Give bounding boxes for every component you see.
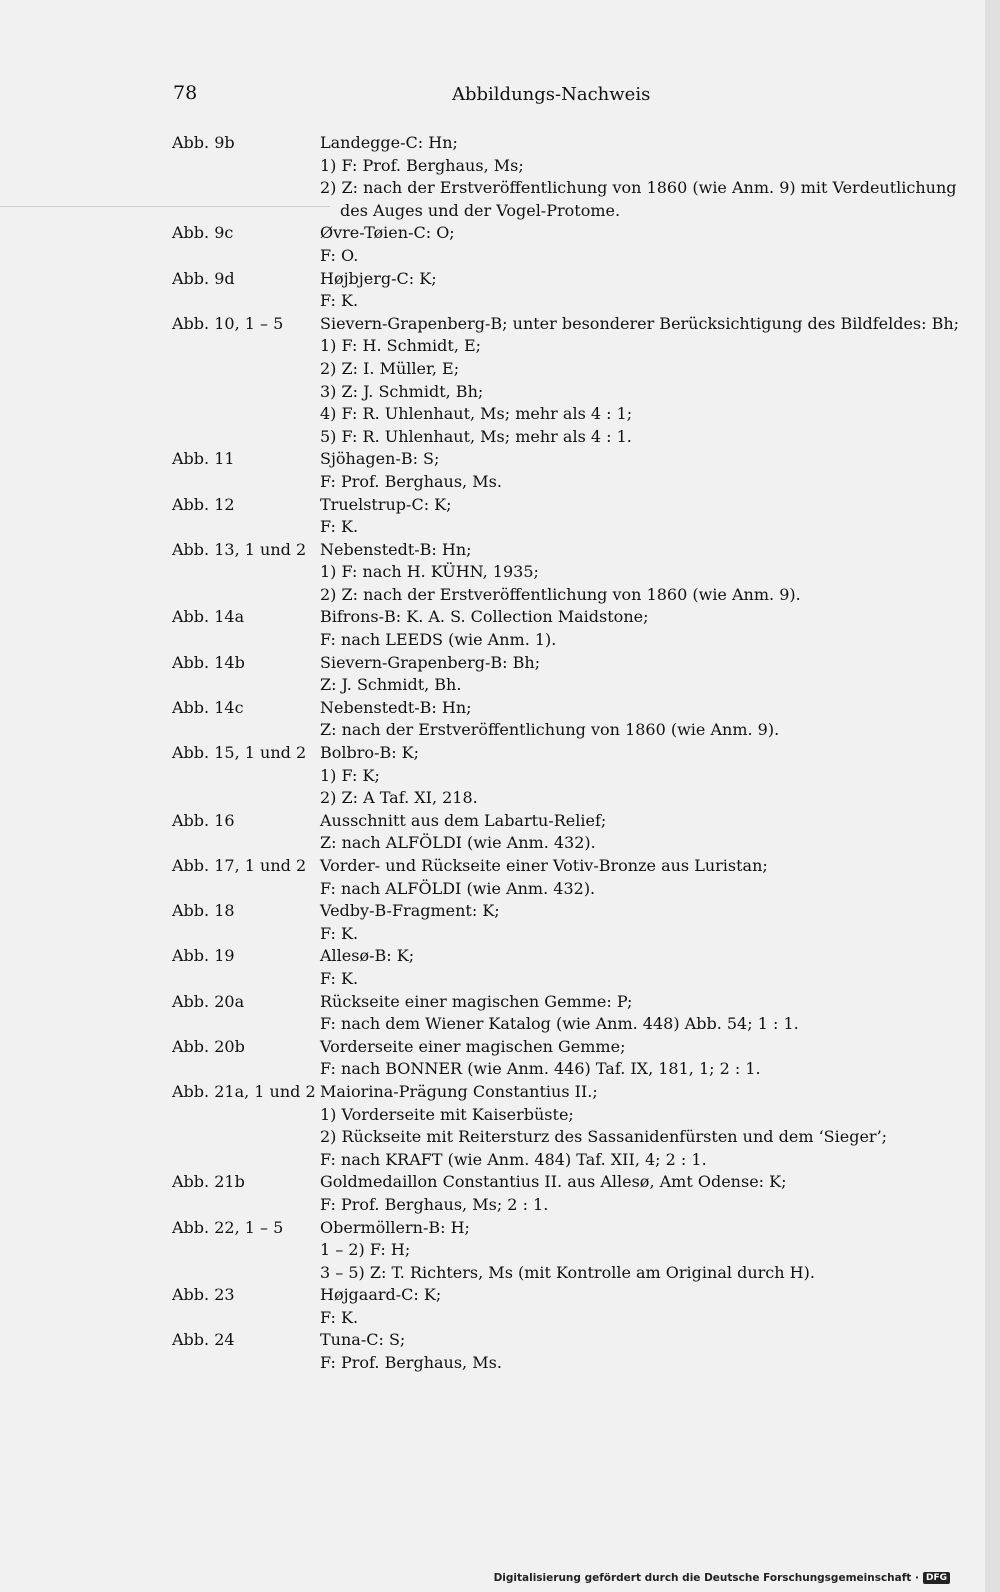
description-line: F: O. xyxy=(320,245,359,265)
description-line: Sievern-Grapenberg-B; unter besonderer Berücksichtigung des Bildfeldes: Bh; xyxy=(320,313,960,333)
figure-ref: Abb. 9d xyxy=(172,268,235,288)
description-line: Allesø-B: K; xyxy=(320,946,415,966)
description-line: Højbjerg-C: K; xyxy=(320,268,437,288)
description-line: 2) Z: I. Müller, E; xyxy=(320,358,460,378)
figure-ref: Abb. 15, 1 und 2 xyxy=(172,743,307,763)
figure-entry xyxy=(172,1036,917,1081)
figure-ref: Abb. 23 xyxy=(172,1285,235,1305)
description-line: Sievern-Grapenberg-B: Bh; xyxy=(320,652,541,672)
figure-description xyxy=(320,1171,917,1216)
description-line: F: nach KRAFT (wie Anm. 484) Taf. XII, 4; 2 : 1. xyxy=(320,1149,707,1169)
description-line: F: K. xyxy=(320,1307,359,1327)
figure-entry xyxy=(172,742,917,810)
figure-entry xyxy=(172,1329,917,1374)
description-line: Nebenstedt-B: Hn; xyxy=(320,697,472,717)
description-line: Bolbro-B: K; xyxy=(320,743,420,763)
running-head: Abbildungs-Nachweis xyxy=(452,84,651,105)
description-line: Vorderseite einer magischen Gemme; xyxy=(320,1036,626,1056)
figure-description xyxy=(320,900,917,945)
figure-entry xyxy=(172,606,917,651)
description-line: Tuna-C: S; xyxy=(320,1330,406,1350)
figure-description xyxy=(320,1329,917,1374)
figure-description xyxy=(320,697,917,742)
figure-description xyxy=(320,268,917,313)
figure-entry xyxy=(172,652,917,697)
description-line: F: Prof. Berghaus, Ms; 2 : 1. xyxy=(320,1194,549,1214)
figure-description xyxy=(320,132,957,222)
description-line: Vedby-B-Fragment: K; xyxy=(320,901,500,921)
description-line: des Auges und der Vogel-Protome. xyxy=(340,200,621,220)
figure-entry xyxy=(172,697,917,742)
page-edge xyxy=(985,0,1000,1592)
figure-entry xyxy=(172,222,917,267)
description-line: Obermöllern-B: H; xyxy=(320,1217,470,1237)
figure-ref: Abb. 11 xyxy=(172,449,235,469)
description-line: 2) Rückseite mit Reitersturz des Sassanidenfürsten und dem ‘Sieger’; xyxy=(320,1127,888,1147)
description-line: 1 – 2) F: H; xyxy=(320,1240,411,1260)
figure-ref: Abb. 10, 1 – 5 xyxy=(172,313,284,333)
figure-ref: Abb. 14b xyxy=(172,652,245,672)
figure-entry xyxy=(172,1217,917,1285)
figure-entry xyxy=(172,900,917,945)
figure-description xyxy=(320,855,917,900)
figure-ref: Abb. 19 xyxy=(172,946,235,966)
figure-ref: Abb. 14a xyxy=(172,607,245,627)
description-line: Vorder- und Rückseite einer Votiv-Bronze aus Luristan; xyxy=(320,856,768,875)
description-line: F: nach ALFÖLDI (wie Anm. 432). xyxy=(320,878,596,898)
description-line: Truelstrup-C: K; xyxy=(320,494,452,514)
figure-description xyxy=(320,652,917,697)
figure-ref: Abb. 22, 1 – 5 xyxy=(172,1217,284,1237)
description-line: Sjöhagen-B: S; xyxy=(320,449,440,469)
figure-description xyxy=(320,1217,917,1285)
figure-ref: Abb. 9c xyxy=(172,223,234,243)
figure-ref: Abb. 21b xyxy=(172,1172,245,1192)
description-line: 1) F: nach H. KÜHN, 1935; xyxy=(320,562,539,582)
description-line: F: nach BONNER (wie Anm. 446) Taf. IX, 181, 1; 2 : 1. xyxy=(320,1059,761,1079)
description-line: Landegge-C: Hn; xyxy=(320,133,458,152)
description-line: Ausschnitt aus dem Labartu-Relief; xyxy=(320,810,607,830)
figure-entry xyxy=(172,268,917,313)
figure-description xyxy=(320,810,917,855)
description-line: F: nach LEEDS (wie Anm. 1). xyxy=(320,630,557,650)
figure-description xyxy=(320,606,917,651)
figure-description xyxy=(320,222,917,267)
figure-ref: Abb. 20a xyxy=(172,991,245,1011)
description-line: F: nach dem Wiener Katalog (wie Anm. 448) Abb. 54; 1 : 1. xyxy=(320,1014,799,1034)
description-line: F: K. xyxy=(320,923,359,943)
description-line: 2) Z: A Taf. XI, 218. xyxy=(320,788,478,808)
description-line: 3 – 5) Z: T. Richters, Ms (mit Kontrolle am Original durch H). xyxy=(320,1262,815,1282)
description-line: 1) F: K; xyxy=(320,765,380,785)
description-line: 1) F: H. Schmidt, E; xyxy=(320,336,482,356)
description-line: Øvre-Tøien-C: O; xyxy=(320,223,455,243)
figure-ref: Abb. 17, 1 und 2 xyxy=(172,856,307,875)
figure-credits-list xyxy=(172,132,960,1375)
figure-description xyxy=(320,539,917,607)
description-line: F: K. xyxy=(320,517,359,537)
figure-description xyxy=(320,313,959,449)
figure-ref: Abb. 24 xyxy=(172,1330,235,1350)
figure-description xyxy=(320,1284,917,1329)
figure-entry xyxy=(172,494,917,539)
description-line: 5) F: R. Uhlenhaut, Ms; mehr als 4 : 1. xyxy=(320,426,632,446)
description-line: Z: nach der Erstveröffentlichung von 1860 (wie Anm. 9). xyxy=(320,720,780,740)
description-line: Z: J. Schmidt, Bh. xyxy=(320,675,462,695)
figure-ref: Abb. 16 xyxy=(172,810,235,830)
description-line: Højgaard-C: K; xyxy=(320,1285,442,1305)
figure-entry xyxy=(172,855,917,900)
figure-description xyxy=(320,945,917,990)
figure-description xyxy=(320,1081,917,1171)
figure-entry xyxy=(172,313,960,449)
figure-description xyxy=(320,991,917,1036)
figure-entry xyxy=(172,1081,917,1171)
description-line: F: Prof. Berghaus, Ms. xyxy=(320,1353,502,1373)
description-line: F: Prof. Berghaus, Ms. xyxy=(320,471,502,491)
description-line: F: K. xyxy=(320,291,359,311)
description-line: 3) Z: J. Schmidt, Bh; xyxy=(320,381,484,401)
description-line: 2) Z: nach der Erstveröffentlichung von 1860 (wie Anm. 9). xyxy=(320,584,801,604)
figure-ref: Abb. 12 xyxy=(172,494,235,514)
dfg-logo: DFG xyxy=(923,1572,950,1584)
figure-description xyxy=(320,448,917,493)
footer-text: Digitalisierung gefördert durch die Deutsche Forschungsgemeinschaft · xyxy=(493,1572,919,1584)
figure-entry xyxy=(172,448,917,493)
description-line: F: K. xyxy=(320,968,359,988)
description-line: 4) F: R. Uhlenhaut, Ms; mehr als 4 : 1; xyxy=(320,404,633,424)
figure-entry xyxy=(172,810,917,855)
description-line: 1) Vorderseite mit Kaiserbüste; xyxy=(320,1104,574,1124)
figure-entry xyxy=(172,945,917,990)
figure-entry xyxy=(172,991,917,1036)
figure-description xyxy=(320,494,917,539)
description-line: 2) Z: nach der Erstveröffentlichung von 1860 (wie Anm. 9) mit Verdeutlichung xyxy=(320,178,957,198)
page-number: 78 xyxy=(173,82,198,104)
description-line: Maiorina-Prägung Constantius II.; xyxy=(320,1081,598,1101)
description-line: Goldmedaillon Constantius II. aus Allesø, Amt Odense: K; xyxy=(320,1172,787,1192)
description-line: 1) F: Prof. Berghaus, Ms; xyxy=(320,155,524,175)
description-line: Bifrons-B: K. A. S. Collection Maidstone; xyxy=(320,607,649,627)
figure-ref: Abb. 9b xyxy=(172,133,235,152)
description-line: Nebenstedt-B: Hn; xyxy=(320,539,472,559)
figure-ref: Abb. 14c xyxy=(172,697,244,717)
figure-ref: Abb. 18 xyxy=(172,901,235,921)
figure-entry xyxy=(172,132,957,222)
figure-ref: Abb. 13, 1 und 2 xyxy=(172,539,307,559)
figure-description xyxy=(320,1036,917,1081)
description-line: Z: nach ALFÖLDI (wie Anm. 432). xyxy=(320,833,596,853)
figure-description xyxy=(320,742,917,810)
figure-entry xyxy=(172,1284,917,1329)
figure-ref: Abb. 20b xyxy=(172,1036,245,1056)
figure-ref: Abb. 21a, 1 und 2 xyxy=(172,1081,316,1101)
figure-entry xyxy=(172,1171,917,1216)
description-line: Rückseite einer magischen Gemme: P; xyxy=(320,991,633,1011)
figure-entry xyxy=(172,539,917,607)
footer-credit xyxy=(494,1572,950,1584)
